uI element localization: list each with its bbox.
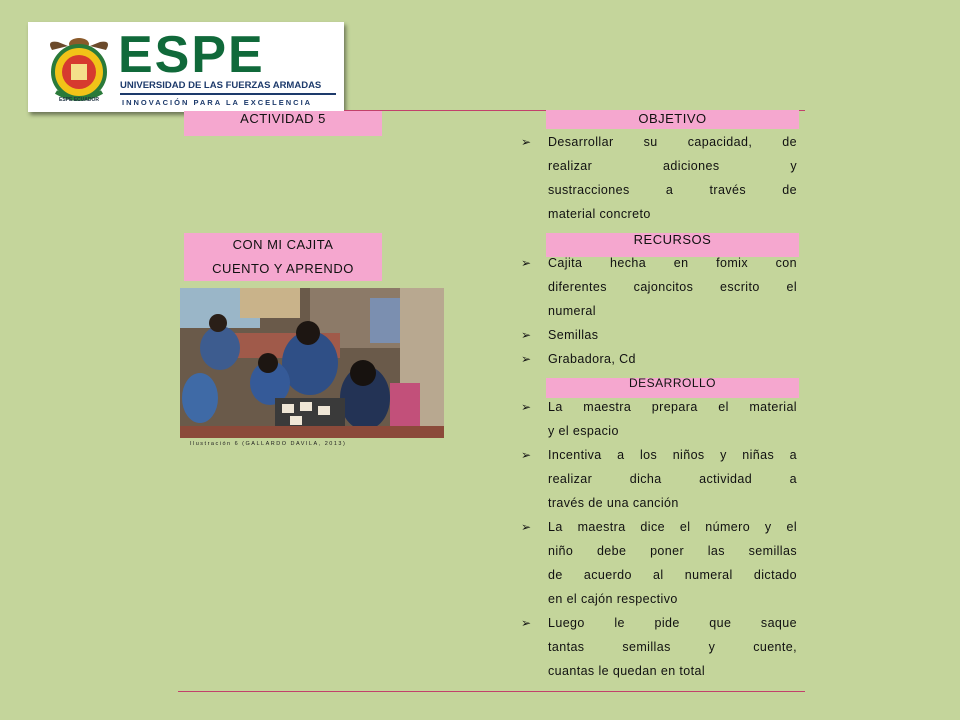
desarrollo-line: través de una canción: [548, 496, 679, 510]
recurso-line: ➢ Cajita hecha en fomix con: [521, 251, 797, 275]
desarrollo-line: cuantas le quedan en total: [548, 664, 706, 678]
logo-divider: [120, 93, 336, 95]
recurso-line: diferentes cajoncitos escrito el: [548, 280, 797, 294]
desarrollo-line: niño debe poner las semillas: [548, 544, 797, 558]
recursos-header: RECURSOS: [546, 233, 799, 257]
objetivo-line: ➢ Desarrollar su capacidad, de: [521, 130, 797, 154]
recursos-list: [521, 251, 797, 371]
seal-caption: ESPE ECUADOR: [58, 97, 99, 103]
university-name: UNIVERSIDAD DE LAS FUERZAS ARMADAS: [120, 80, 322, 91]
desarrollo-header: DESARROLLO: [546, 378, 799, 398]
espe-wordmark: ESPE: [118, 26, 265, 84]
espe-logo: [28, 22, 344, 112]
arrow-bullet-icon: ➢: [521, 256, 532, 270]
desarrollo-line: ➢ La maestra prepara el material: [521, 395, 797, 419]
objetivo-header: OBJETIVO: [546, 110, 799, 129]
objetivo-line: material concreto: [548, 207, 651, 221]
activity-header: ACTIVIDAD 5: [184, 111, 382, 136]
arrow-bullet-icon: ➢: [521, 616, 532, 630]
logo-tagline: INNOVACIÓN PARA LA EXCELENCIA: [122, 98, 313, 107]
table-bottom-rule: [178, 691, 805, 692]
classroom-photo: [180, 288, 444, 438]
arrow-bullet-icon: ➢: [521, 448, 532, 462]
activity-title-line1: CON MI CAJITA: [232, 237, 334, 252]
recurso-line: ➢ Semillas: [521, 323, 797, 347]
objetivo-line: sustracciones a través de: [548, 183, 797, 197]
photo-caption: Ilustración 6 (GALLARDO DAVILA, 2013): [190, 441, 347, 447]
desarrollo-line: ➢ Luego le pide que saque: [521, 611, 797, 635]
desarrollo-line: en el cajón respectivo: [548, 592, 678, 606]
objetivo-line: realizar adiciones y: [548, 159, 797, 173]
arrow-bullet-icon: ➢: [521, 135, 532, 149]
desarrollo-line: tantas semillas y cuente,: [548, 640, 797, 654]
recurso-line: numeral: [548, 304, 596, 318]
activity-title-line2: CUENTO Y APRENDO: [212, 261, 354, 276]
arrow-bullet-icon: ➢: [521, 400, 532, 414]
arrow-bullet-icon: ➢: [521, 328, 532, 342]
desarrollo-line: de acuerdo al numeral dictado: [548, 568, 797, 582]
desarrollo-line: y el espacio: [548, 424, 619, 438]
recurso-line: ➢ Grabadora, Cd: [521, 347, 797, 371]
desarrollo-line: ➢ La maestra dice el número y el: [521, 515, 797, 539]
activity-title: [184, 233, 382, 281]
arrow-bullet-icon: ➢: [521, 520, 532, 534]
objetivo-list: [521, 130, 797, 226]
desarrollo-line: ➢ Incentiva a los niños y niñas a: [521, 443, 797, 467]
desarrollo-list: [521, 395, 797, 683]
desarrollo-line: realizar dicha actividad a: [548, 472, 797, 486]
arrow-bullet-icon: ➢: [521, 352, 532, 366]
